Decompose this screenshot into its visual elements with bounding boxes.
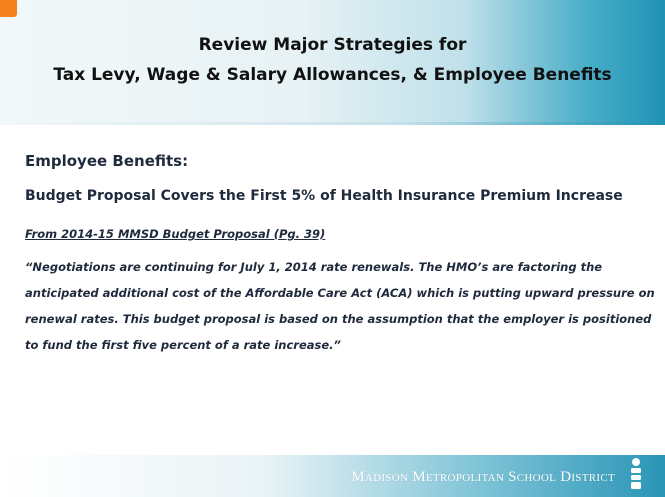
quote-line-1: “Negotiations are continuing for July 1, 2014 rate renewals. The HMO’s are factoring the [25,260,603,274]
organization-name: Madison Metropolitan School District [351,469,615,485]
page-title [0,30,665,90]
slide-header [0,0,665,125]
quote-block [25,254,665,358]
title-line-2: Tax Levy, Wage & Salary Allowances, & Employee Benefits [53,65,612,85]
slide-footer [0,455,665,497]
quote-line-2: anticipated additional cost of the Affordable Care Act (ACA) which is putting upward pressure on [25,286,655,300]
quote-line-4: to fund the first five percent of a rate increase.” [25,338,341,352]
source-citation: From 2014-15 MMSD Budget Proposal (Pg. 39) [25,227,326,241]
quote-line-3: renewal rates. This budget proposal is based on the assumption that the employer is positioned [25,312,652,326]
corner-accent-icon [0,0,17,17]
slide-content [25,150,655,358]
title-line-1: Review Major Strategies for [198,35,467,55]
mmsd-logo-icon [623,457,649,491]
section-heading: Employee Benefits: [25,152,189,170]
subheading: Budget Proposal Covers the First 5% of Health Insurance Premium Increase [25,188,623,204]
